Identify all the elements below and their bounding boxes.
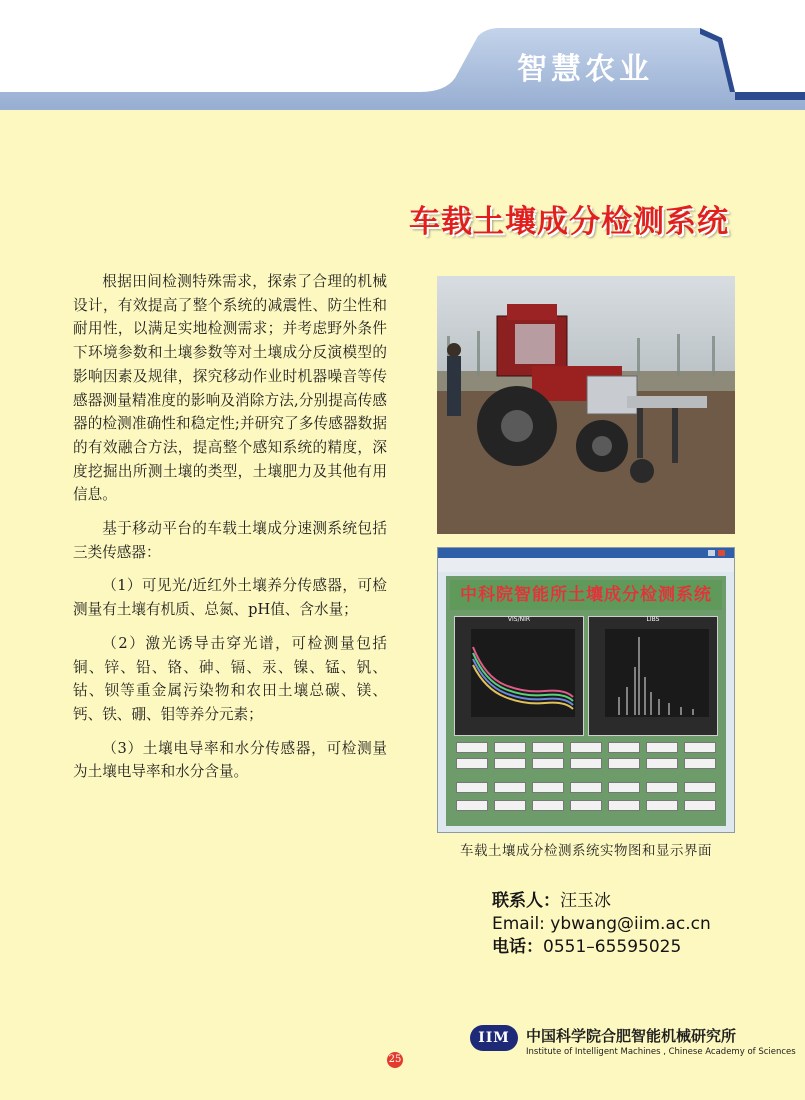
readout-cell [608, 782, 640, 793]
readout-cell [532, 758, 564, 769]
readout-cell [684, 800, 716, 811]
readout-cell [570, 742, 602, 753]
software-title: 中科院智能所土壤成分检测系统 [450, 580, 722, 610]
readout-cell [494, 758, 526, 769]
readout-cell [684, 742, 716, 753]
readout-cell [456, 758, 488, 769]
readout-cell [456, 742, 488, 753]
contact-email[interactable]: ybwang@iim.ac.cn [550, 914, 711, 934]
contact-person-label: 联系人： [492, 891, 560, 911]
paragraph-sensor-3: （3）土壤电导率和水分传感器，可检测量为土壤电导率和水分含量。 [73, 739, 387, 781]
tractor-photo [437, 276, 735, 534]
readout-cell [494, 742, 526, 753]
readout-cell [646, 758, 678, 769]
section-tag: 智慧农业 [517, 52, 653, 87]
contact-phone-label: 电话： [492, 937, 543, 957]
readout-cell [646, 800, 678, 811]
readout-cell [684, 782, 716, 793]
readout-cell [570, 800, 602, 811]
readout-cell [456, 800, 488, 811]
vis-nir-chart-title: VIS/NIR [507, 616, 531, 623]
vis-nir-chart [454, 616, 584, 736]
readout-cell [608, 742, 640, 753]
institute-name-en: Institute of Intelligent Machines , Chinese Academy of Sciences [526, 1047, 796, 1057]
contact-phone-row [492, 936, 711, 959]
article-title: 车载土壤成分检测系统 [409, 204, 729, 240]
readout-cell [570, 782, 602, 793]
readout-cell [494, 782, 526, 793]
readout-cell [494, 800, 526, 811]
paragraph-sensor-1: （1）可见光/近红外土壤养分传感器，可检测量有土壤有机质、总氮、pH值、含水量； [73, 577, 387, 619]
page-number: 25 [387, 1052, 403, 1068]
paragraph-sensor-2: （2）激光诱导击穿光谱，可检测量包括铜、锌、铅、铬、砷、镉、汞、镍、锰、钒、钴、钡等重金属污染物和农田土壤总碳、镁、钙、铁、硼、钼等养分元素； [73, 634, 387, 723]
paragraph-intro: 根据田间检测特殊需求，探索了合理的机械设计，有效提高了整个系统的减震性、防尘性和耐用性，以满足实地检测需求；并考虑野外条件下环境参数和土壤参数等对土壤成分反演模型的影响因素及规律，探究移动作业时机器噪音等传感器测量精准度的影响及消除方法,分别提高传感器的检测准确性和稳定性;并研究了多传感器数据的有效融合方法，提高整个感知系统的精度，深度挖掘出所测土壤的类型，土壤肥力及其他有用信息。 [73, 273, 387, 504]
libs-chart-title: LIBS [646, 616, 660, 623]
contact-person-row [492, 890, 711, 913]
software-panel [446, 576, 726, 826]
readout-cell [646, 742, 678, 753]
contact-email-row [492, 913, 711, 936]
tractor-photo-illustration [437, 276, 735, 534]
readout-cell [608, 800, 640, 811]
libs-chart [588, 616, 718, 736]
contact-phone: 0551–65595025 [543, 937, 682, 957]
contact-person: 汪玉冰 [560, 891, 611, 911]
institute-name-cn: 中国科学院合肥智能机械研究所 [526, 1027, 737, 1045]
figure-caption: 车载土壤成分检测系统实物图和显示界面 [460, 843, 712, 859]
libs-spectrum [589, 617, 717, 735]
paragraph-sensors-intro: 基于移动平台的车载土壤成分速测系统包括三类传感器： [73, 520, 387, 561]
vis-nir-spectra [455, 617, 583, 735]
header-band [0, 0, 805, 118]
contact-email-label: Email: [492, 914, 551, 934]
readout-grid [456, 742, 718, 822]
readout-cell [608, 758, 640, 769]
readout-cell [532, 800, 564, 811]
readout-cell [456, 782, 488, 793]
article-body [73, 270, 387, 794]
contact-block [492, 890, 711, 959]
window-toolbar [438, 548, 734, 572]
readout-cell [532, 742, 564, 753]
readout-cell [532, 782, 564, 793]
readout-cell [646, 782, 678, 793]
iim-logo: IIM [470, 1025, 518, 1051]
readout-cell [570, 758, 602, 769]
software-screenshot [437, 547, 735, 833]
readout-cell [684, 758, 716, 769]
